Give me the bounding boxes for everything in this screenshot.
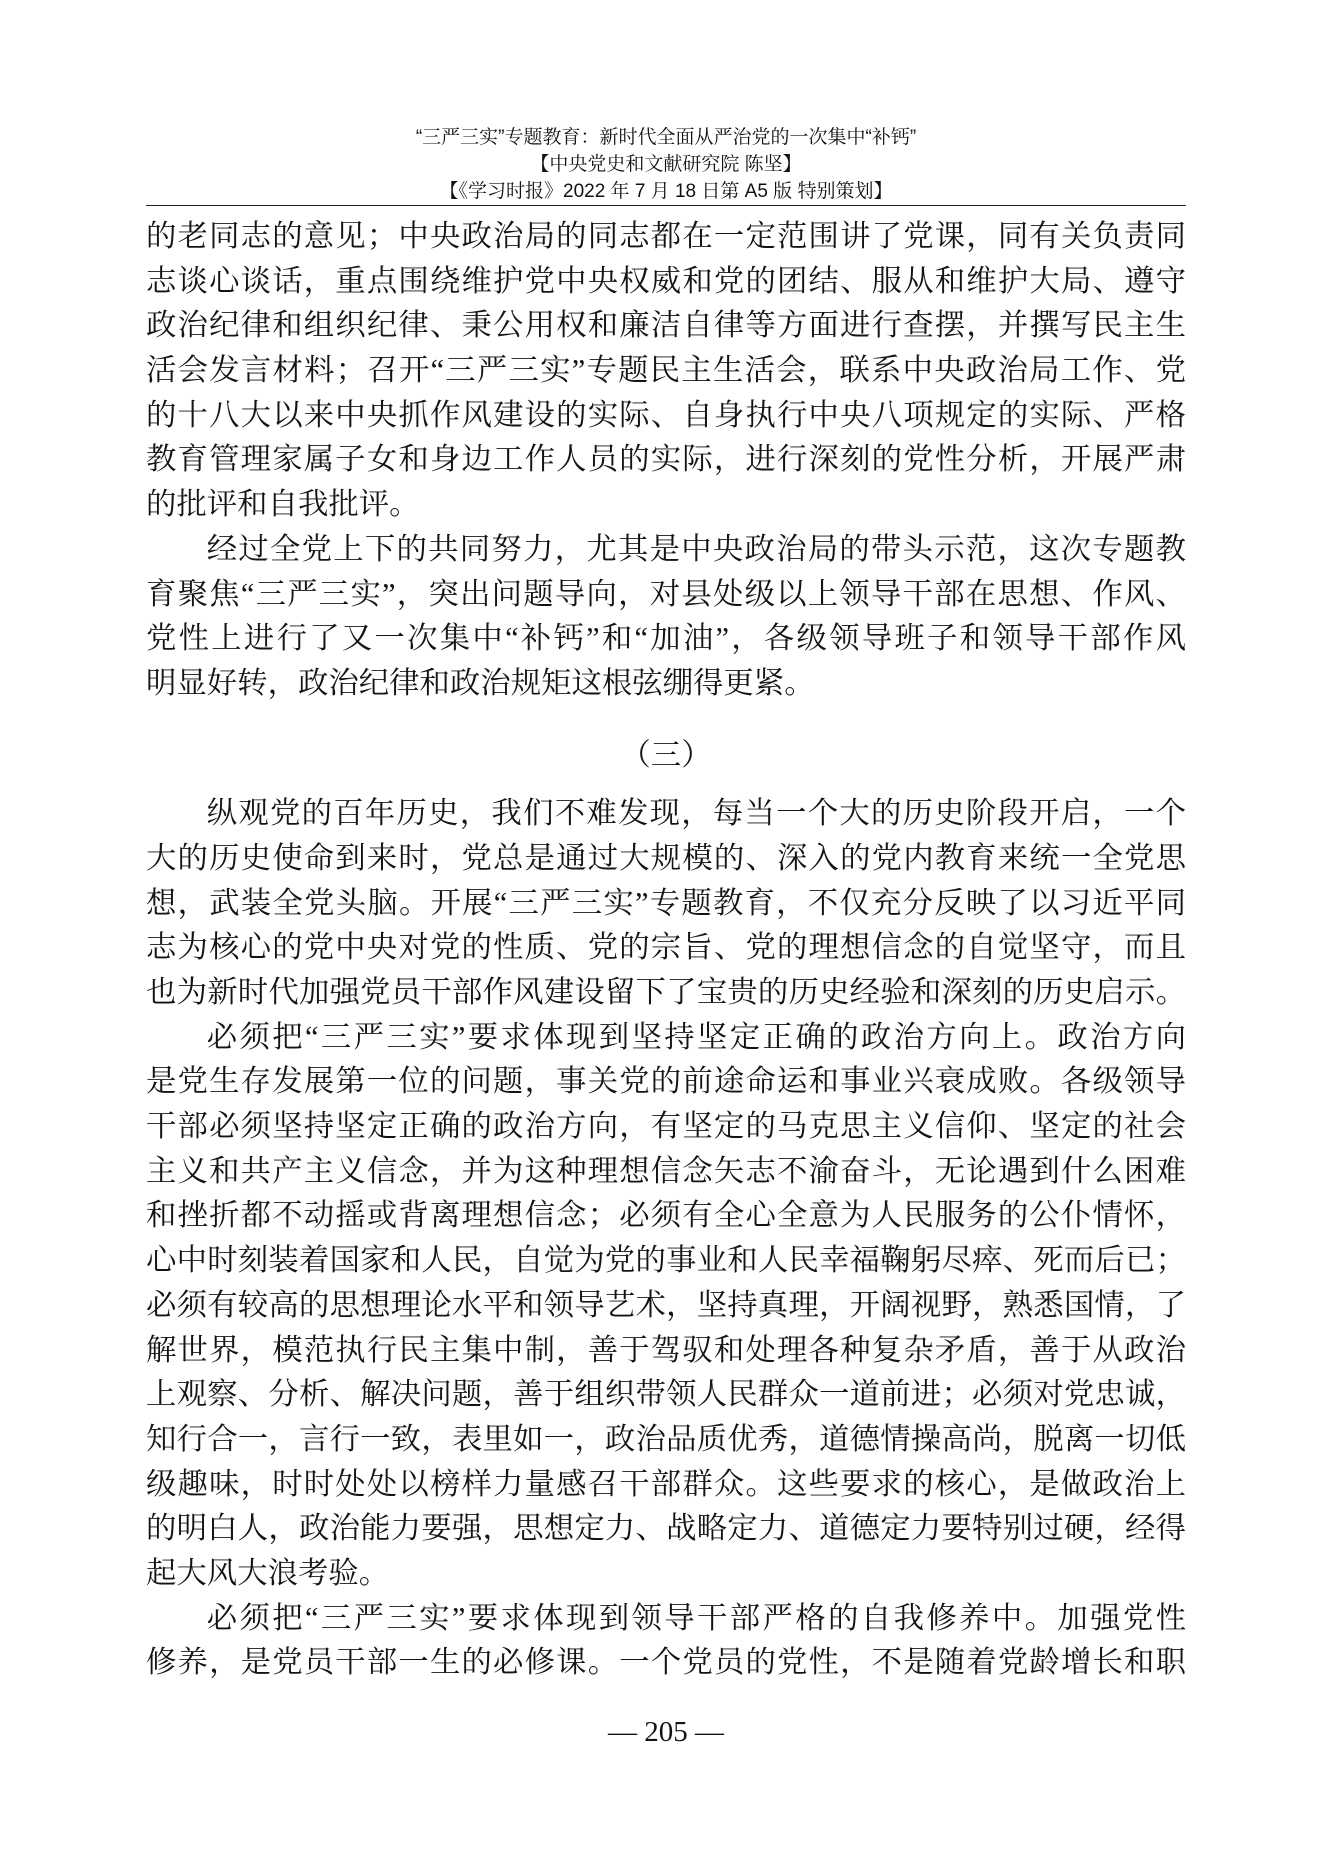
- text-line: 级趣味，时时处处以榜样力量感召干部群众。这些要求的核心，是做政治上: [146, 1466, 1186, 1501]
- text-line: 教育管理家属子女和身边工作人员的实际，进行深刻的党性分析，开展严肃: [146, 442, 1186, 477]
- text-line: 也为新时代加强党员干部作风建设留下了宝贵的历史经验和深刻的历史启示。: [146, 975, 1186, 1009]
- header-rule: [146, 205, 1186, 206]
- paragraph: [146, 1596, 1186, 1685]
- text-line: 是党生存发展第一位的问题，事关党的前途命运和事业兴衰成败。各级领导: [146, 1064, 1186, 1099]
- text-line: 的明白人，政治能力要强，思想定力、战略定力、道德定力要特别过硬，经得: [146, 1511, 1186, 1546]
- text-line: 知行合一，言行一致，表里如一，政治品质优秀，道德情操高尚，脱离一切低: [146, 1421, 1186, 1456]
- text-line: 解世界，模范执行民主集中制，善于驾驭和处理各种复杂矛盾，善于从政治: [146, 1332, 1186, 1367]
- page-number: — 205 —: [608, 1716, 724, 1748]
- text-line: 纵观党的百年历史，我们不难发现，每当一个大的历史阶段开启，一个: [206, 796, 1186, 831]
- section-heading: （三）: [620, 737, 712, 772]
- text-line: 上观察、分析、解决问题，善于组织带领人民群众一道前进；必须对党忠诚，: [146, 1377, 1186, 1412]
- text-line: 必须把“三严三实”要求体现到领导干部严格的自我修养中。加强党性: [206, 1600, 1186, 1635]
- text-line: 的老同志的意见；中央政治局的同志都在一定范围讲了党课，同有关负责同: [146, 219, 1186, 253]
- text-line: 起大风大浪考验。: [146, 1555, 390, 1590]
- text-line: 明显好转，政治纪律和政治规矩这根弦绷得更紧。: [146, 665, 815, 700]
- text-line: 修养，是党员干部一生的必修课。一个党员的党性，不是随着党龄增长和职: [146, 1645, 1186, 1680]
- paragraph: [146, 1015, 1186, 1596]
- text-line: 育聚焦“三严三实”，突出问题导向，对县处级以上领导干部在思想、作风、: [146, 576, 1186, 611]
- text-line: 必须把“三严三实”要求体现到坚持坚定正确的政治方向上。政治方向: [206, 1019, 1186, 1054]
- article-body: [146, 214, 1186, 1685]
- text-line: 志谈心谈话，重点围绕维护党中央权威和党的团结、服从和维护大局、遵守: [146, 263, 1186, 298]
- text-line: 和挫折都不动摇或背离理想信念；必须有全心全意为人民服务的公仆情怀，: [146, 1198, 1186, 1233]
- text-line: 党性上进行了又一次集中“补钙”和“加油”，各级领导班子和领导干部作风: [146, 621, 1186, 656]
- header-title: “三严三实”专题教育：新时代全面从严治党的一次集中“补钙”: [415, 127, 917, 148]
- text-line: 心中时刻装着国家和人民，自觉为党的事业和人民幸福鞠躬尽瘁、死而后已；: [146, 1243, 1186, 1278]
- text-line: 大的历史使命到来时，党总是通过大规模的、深入的党内教育来统一全党思: [146, 840, 1186, 875]
- text-line: 志为核心的党中央对党的性质、党的宗旨、党的理想信念的自觉坚守，而且: [146, 930, 1186, 965]
- page-header: [146, 124, 1186, 205]
- text-line: 的十八大以来中央抓作风建设的实际、自身执行中央八项规定的实际、严格: [146, 397, 1186, 432]
- text-line: 的批评和自我批评。: [146, 487, 420, 522]
- text-line: 想，武装全党头脑。开展“三严三实”专题教育，不仅充分反映了以习近平同: [146, 885, 1186, 920]
- paragraph: [146, 527, 1186, 706]
- text-line: 政治纪律和组织纪律、秉公用权和廉洁自律等方面进行查摆，并撰写民主生: [146, 308, 1186, 343]
- text-line: 必须有较高的思想理论水平和领导艺术，坚持真理，开阔视野，熟悉国情，了: [146, 1287, 1186, 1322]
- text-line: 干部必须坚持坚定正确的政治方向，有坚定的马克思主义信仰、坚定的社会: [146, 1109, 1186, 1144]
- paragraph: [146, 214, 1186, 527]
- text-line: 经过全党上下的共同努力，尤其是中央政治局的带头示范，这次专题教: [206, 531, 1186, 566]
- text-line: 活会发言材料；召开“三严三实”专题民主生活会，联系中央政治局工作、党: [146, 353, 1186, 388]
- header-author: 【中央党史和文献研究院 陈坚】: [530, 154, 802, 175]
- paragraph: [146, 791, 1186, 1014]
- header-source: 【《学习时报》2022 年 7 月 18 日第 A5 版 特别策划】: [439, 181, 893, 202]
- text-line: 主义和共产主义信念，并为这种理想信念矢志不渝奋斗，无论遇到什么困难: [146, 1153, 1186, 1188]
